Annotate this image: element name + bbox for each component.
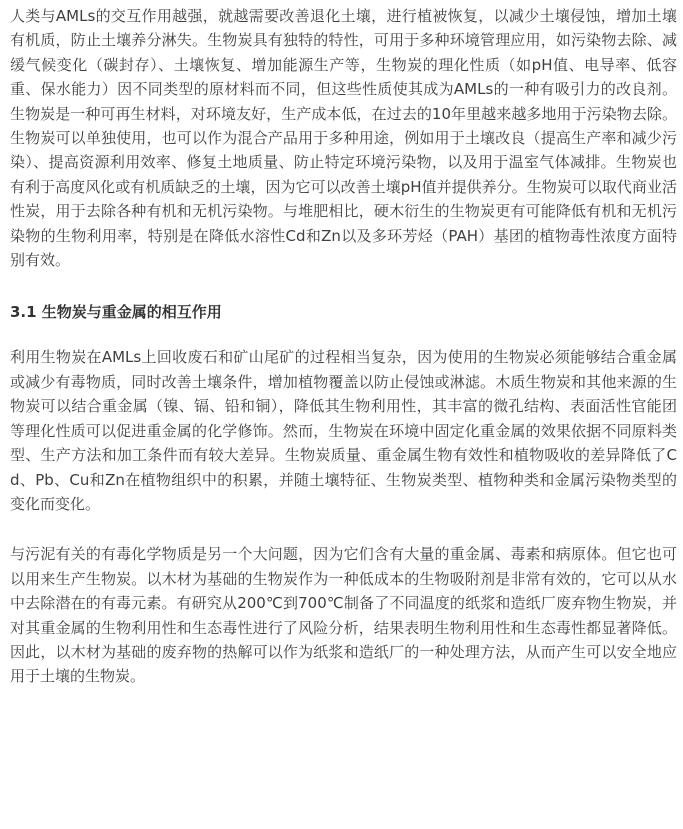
section-heading-3-1: 3.1 生物炭与重金属的相互作用 [10,303,222,322]
paragraph-biochar-heavy-metals: 利用生物炭在AMLs上回收废石和矿山尾矿的过程相当复杂，因为使用的生物炭必须能够结合重金属或减少有毒物质，同时改善土壤条件，增加植物覆盖以防止侵蚀或淋滤。木质生物炭和其他来源的生物炭可以结合重金属（镍、镉、铅和铜），降低其生物利用性，其丰富的微孔结构、表面活性官能团等理化性质可以促进重金属的化学修饰。然而，生物炭在环境中固定化重金属的效果依据不同原料类型、生产方法和加工条件而有较大差异。生物炭质量、重金属生物有效性和植物吸收的差异降低了Cd、Pb、Cu和Zn在植物组织中的积累，并随土壤特征、生物炭类型、植物种类和金属污染物类型的变化而变化。 [10,348,677,513]
paragraph-amls-biochar-intro: 人类与AMLs的交互作用越强，就越需要改善退化土壤，进行植被恢复，以减少土壤侵蚀，增加土壤有机质，防止土壤养分淋失。生物炭具有独特的特性，可用于多种环境管理应用，如污染物去除、减缓气候变化（碳封存）、土壤恢复、增加能源生产等，生物炭的理化性质（如pH值、电导率、低容重、保水能力）因不同类型的原材料而不同，但这些性质使其成为AMLs的一种有吸引力的改良剂。生物炭是一种可再生材料，对环境友好，生产成本低，在过去的10年里越来越多地用于污染物去除。生物炭可以单独使用，也可以作为混合产品用于多种用途，例如用于土壤改良（提高生产率和减少污染）、提高资源利用效率、修复土地质量、防止特定环境污染物，以及用于温室气体减排。生物炭也有利于高度风化或有机质缺乏的土壤，因为它可以改善土壤pH值并提供养分。生物炭可以取代商业活性炭，用于去除各种有机和无机污染物。与堆肥相比，硬木衍生的生物炭更有可能降低有机和无机污染物的生物利用率，特别是在降低水溶性Cd和Zn以及多环芳烃（PAH）基团的植物毒性浓度方面特别有效。 [10,7,677,270]
paragraph-sludge-toxic-chemicals: 与污泥有关的有毒化学物质是另一个大问题，因为它们含有大量的重金属、毒素和病原体。但它也可以用来生产生物炭。以木材为基础的生物炭作为一种低成本的生物吸附剂是非常有效的，它可以从水中去除潜在的有毒元素。有研究从200℃到700℃制备了不同温度的纸浆和造纸厂废弃物生物炭，并对其重金属的生物利用性和生态毒性进行了风险分析，结果表明生物利用性和生态毒性都显著降低。因此，以木材为基础的废弃物的热解可以作为纸浆和造纸厂的一种处理方法，从而产生可以安全地应用于土壤的生物炭。 [10,545,677,686]
